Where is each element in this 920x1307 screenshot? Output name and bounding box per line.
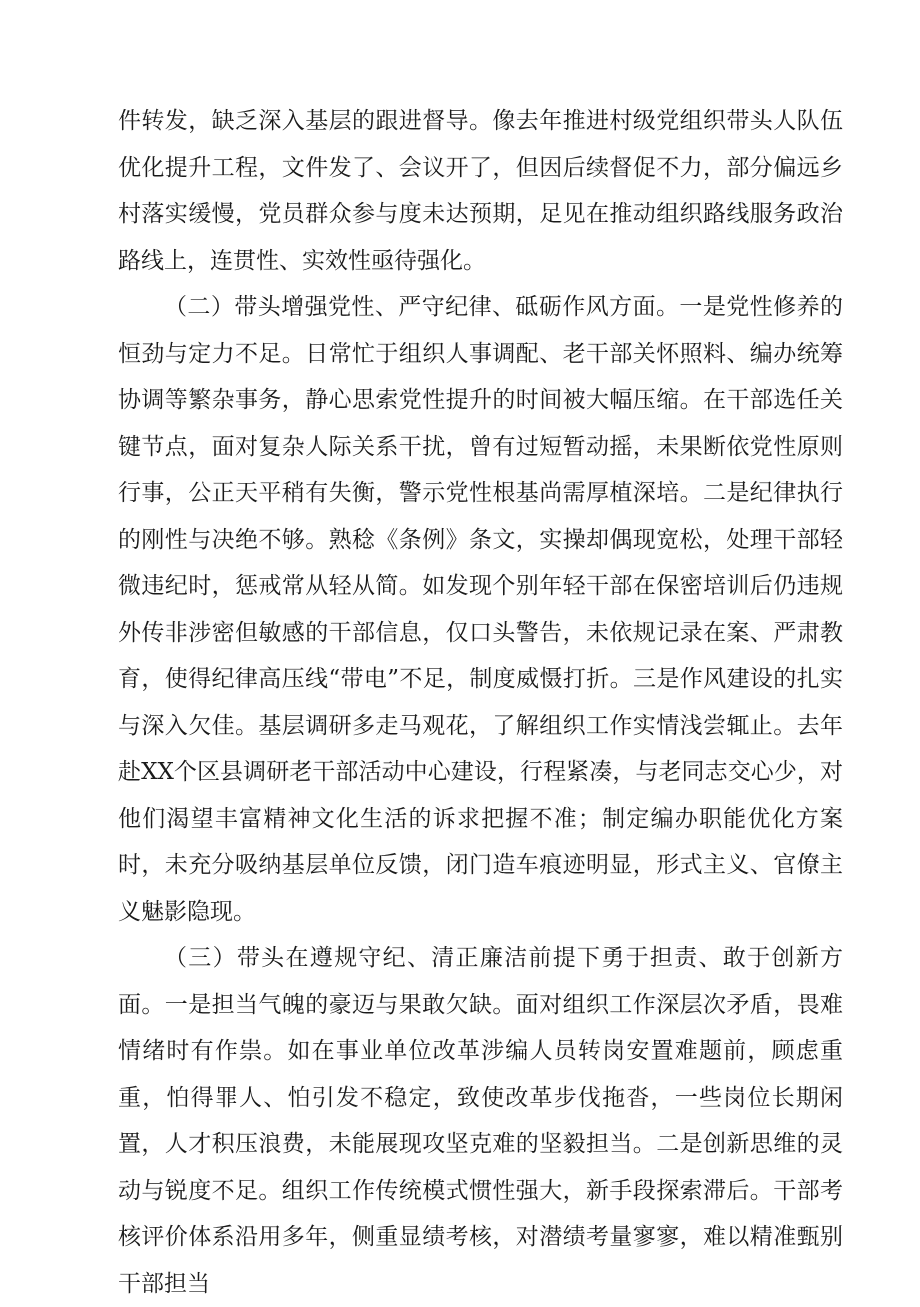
document-body — [118, 98, 843, 1307]
paragraph-section-two: （二）带头增强党性、严守纪律、砥砺作风方面。一是党性修养的恒劲与定力不足。日常忙于组织人事调配、老干部关怀照料、编办统筹协调等繁杂事务，静心思索党性提升的时间被大幅压缩。在干部选任关键节点，面对复杂人际关系干扰，曾有过短暂动摇，未果断依党性原则行事，公正天平稍有失衡，警示党性根基尚需厚植深培。二是纪律执行的刚性与决绝不够。熟稔《条例》条文，实操却偶现宽松，处理干部轻微违纪时，惩戒常从轻从简。如发现个别年轻干部在保密培训后仍违规外传非涉密但敏感的干部信息，仅口头警告，未依规记录在案、严肃教育，使得纪律高压线“带电”不足，制度威慑打折。三是作风建设的扎实与深入欠佳。基层调研多走马观花，了解组织工作实情浅尝辄止。去年赴XX个区县调研老干部活动中心建设，行程紧凑，与老同志交心少，对他们渴望丰富精神文化生活的诉求把握不准；制定编办职能优化方案时，未充分吸纳基层单位反馈，闭门造车痕迹明显，形式主义、官僚主义魅影隐现。 — [118, 294, 843, 925]
paragraph-continuation: 件转发，缺乏深入基层的跟进督导。像去年推进村级党组织带头人队伍优化提升工程，文件发了、会议开了，但因后续督促不力，部分偏远乡村落实缓慢，党员群众参与度未达预期，足见在推动组织路线服务政治路线上，连贯性、实效性亟待强化。 — [118, 108, 843, 274]
paragraph-section-three: （三）带头在遵规守纪、清正廉洁前提下勇于担责、敢于创新方面。一是担当气魄的豪迈与果敢欠缺。面对组织工作深层次矛盾，畏难情绪时有作祟。如在事业单位改革涉编人员转岗安置难题前，顾虑重重，怕得罪人、怕引发不稳定，致使改革步伐拖沓，一些岗位长期闲置，人才积压浪费，未能展现攻坚克难的坚毅担当。二是创新思维的灵动与锐度不足。组织工作传统模式惯性强大，新手段探索滞后。干部考核评价体系沿用多年，侧重显绩考核，对潜绩考量寥寥，难以精准甄别干部担当 — [118, 945, 843, 1297]
